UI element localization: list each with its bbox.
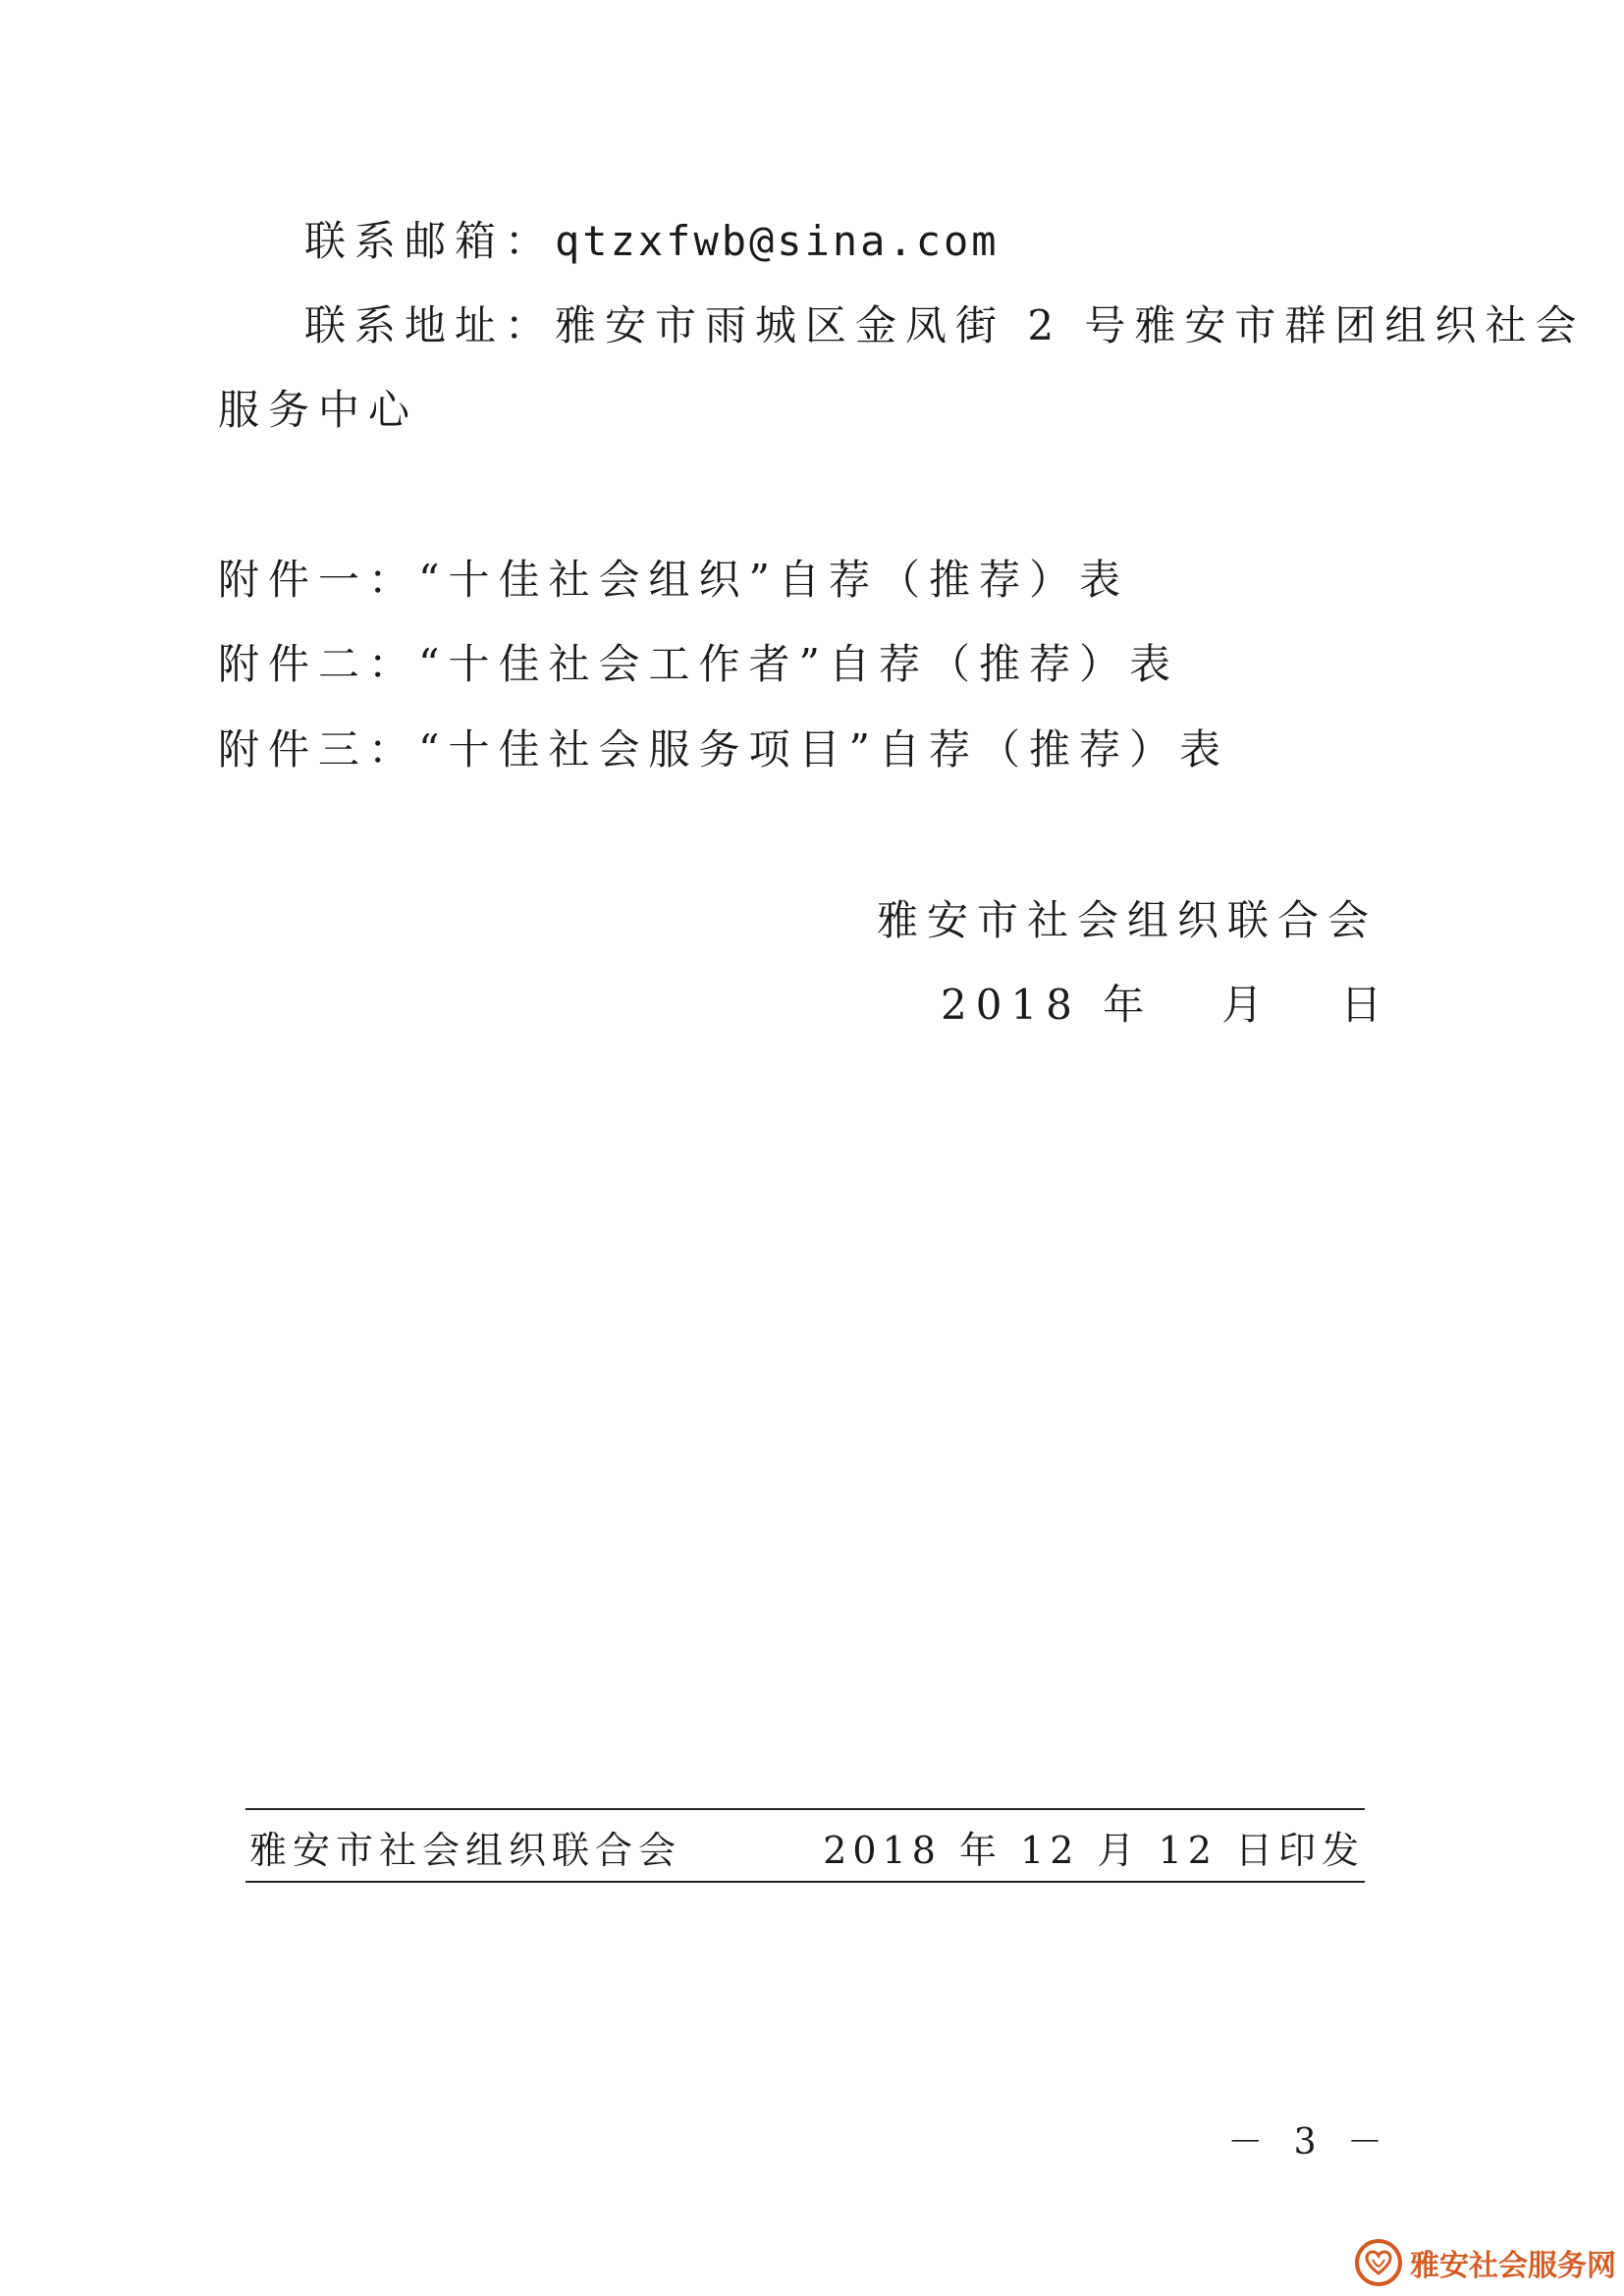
signature-date [941, 981, 1391, 1029]
footer-rule-top [245, 1808, 1365, 1810]
email-address: qtzxfwb@sina.com [555, 217, 1000, 265]
signature-month: 月 [1221, 981, 1272, 1029]
heart-hands-logo-icon [1355, 2239, 1402, 2286]
watermark-text: 雅安社会服务网 [1410, 2249, 1616, 2283]
signature-day: 日 [1340, 981, 1391, 1029]
contact-address-line-2: 服务中心 [218, 386, 419, 434]
email-label: 联系邮箱： [304, 217, 556, 265]
signature-year: 2018 年 [941, 981, 1154, 1029]
contact-email [304, 217, 1000, 265]
page-number: － 3 － [1227, 2122, 1392, 2163]
signature-organization: 雅安市社会组织联合会 [877, 896, 1379, 944]
attachment-1: 附件一：“十佳社会组织”自荐（推荐）表 [218, 556, 1129, 604]
footer-organization: 雅安市社会组织联合会 [249, 1829, 682, 1872]
footer-issue-date: 2018 年 12 月 12 日印发 [823, 1829, 1365, 1872]
watermark [1355, 2239, 1616, 2286]
contact-address-line-1: 联系地址：雅安市雨城区金凤街 2 号雅安市群团组织社会 [304, 301, 1586, 349]
attachment-2: 附件二：“十佳社会工作者”自荐（推荐）表 [218, 640, 1179, 688]
footer-rule-bottom [245, 1881, 1365, 1883]
attachment-3: 附件三：“十佳社会服务项目”自荐（推荐）表 [218, 725, 1229, 774]
